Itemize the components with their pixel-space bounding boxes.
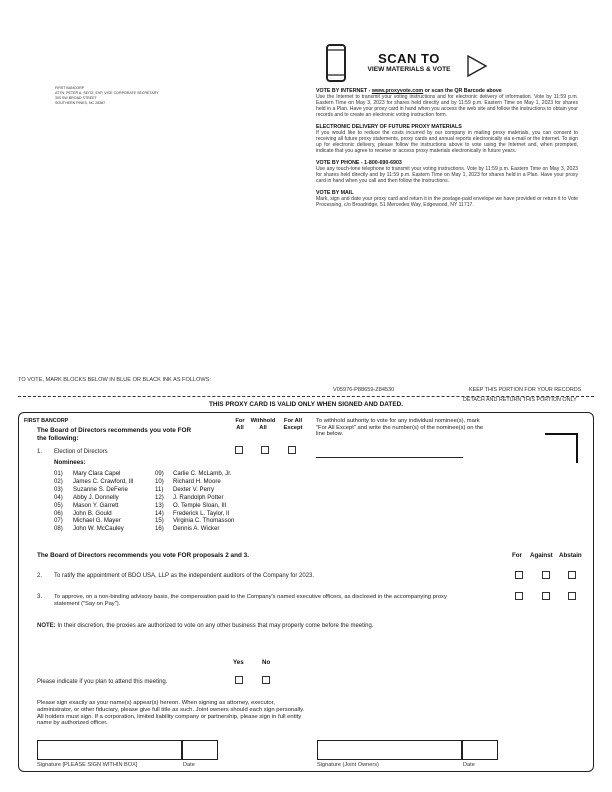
col-for-all-except: [280, 418, 306, 431]
item3-num: 3.: [37, 594, 43, 600]
col-for-all-line: For: [235, 418, 245, 424]
col-except-line: Except: [283, 424, 303, 431]
date-label: Date: [183, 762, 195, 768]
signature-box[interactable]: [37, 740, 182, 760]
item2-text: To ratify the appointment of BDO USA, LLP as the independent auditors of the Company for 2023.: [54, 573, 315, 579]
internet-title: VOTE BY INTERNET - www.proxyvote.com or scan the QR Barcode above: [316, 88, 502, 94]
attend-text: Please indicate if you plan to attend this meeting.: [37, 679, 168, 685]
phone-title: VOTE BY PHONE - 1-800-690-6903: [316, 160, 402, 166]
col-against: Against: [530, 552, 553, 559]
nominee-row: 05) Mason Y. Garrett: [54, 501, 119, 509]
withhold-instruction: To withhold authority to vote for any individual nominee(s), mark "For All Except" and write the number(s) of the nominee(s) on the line below.: [316, 418, 484, 438]
nominee-row: 03) Suzanne S. DeFerie: [54, 485, 128, 493]
sender-line: 300 SW BROAD STREET: [55, 96, 97, 100]
nominee-row: 14) Frederick L. Taylor, II: [155, 509, 230, 517]
board-rec1-line: the following:: [37, 434, 79, 442]
nominee-row: 15) Virginia C. Thomasson: [155, 517, 235, 525]
for-all-except-checkbox[interactable]: [288, 446, 296, 454]
proxyvote-link[interactable]: www.proxyvote.com: [371, 88, 424, 94]
nominee-row: 09) Carlie C. McLamb, Jr.: [155, 470, 232, 477]
item3-against-checkbox[interactable]: [542, 592, 550, 600]
col-for-all-line: All: [236, 424, 244, 431]
col-for: For: [512, 552, 522, 559]
col-withhold-line: Withhold: [250, 418, 276, 424]
mark-instructions: TO VOTE, MARK BLOCKS BELOW IN BLUE OR BLACK INK AS FOLLOWS:: [18, 377, 211, 383]
sign-instructions: Please sign exactly as your name(s) appear(s) hereon. When signing as attorney, executor, administrator, or other fiduciary, please give full title as such. Joint owners should each sign personally. All holders must sign. If a corporation, limited liability company or partnership, please sign in full entity name by authorized officer.: [37, 700, 305, 727]
board-recommendation-1: [37, 427, 237, 442]
nominee-row: 02) James C. Crawford, III: [54, 477, 134, 485]
board-recommendation-2: The Board of Directors recommends you vote FOR proposals 2 and 3.: [37, 552, 250, 559]
sender-line: SOUTHERN PINES, NC 28387: [55, 101, 106, 105]
sender-line: FIRST BANCORP: [55, 86, 85, 90]
item1-label: Election of Directors: [54, 449, 108, 455]
date-box[interactable]: [182, 740, 218, 760]
nominee-row: 13) O. Temple Sloan, III: [155, 501, 227, 509]
mail-body: Mark, sign and date your proxy card and return it in the postage-paid envelope we have provided or return it to Vote Processing, c/o Broadridge, 51 Mercedes Way, Edgewood, NY 11717.: [316, 196, 578, 208]
nominee-list-left: [54, 470, 134, 533]
valid-notice: THIS PROXY CARD IS VALID ONLY WHEN SIGNED AND DATED.: [209, 401, 403, 408]
nominee-row: 10) Richard H. Moore: [155, 477, 221, 485]
item2-for-checkbox[interactable]: [515, 571, 523, 579]
electronic-body: If you would like to reduce the costs incurred by our company in mailing proxy materials, you can consent to receiving all future proxy statements, proxy cards and annual reports electronically via e-mail or the Internet. To sign up for electronic delivery, please follow the instructions above to vote using the Internet and, when prompted, indicate that you agree to receive or access proxy materials electronically in future years.: [316, 130, 578, 154]
nominees-label: Nominees:: [54, 459, 86, 466]
col-for-all: [233, 418, 247, 431]
item3-line: To approve, on a non-binding advisory basis, the compensation paid to the Company's named executive officers, as disclosed in the accompanying proxy: [54, 594, 447, 600]
scan-subtitle: VIEW MATERIALS & VOTE: [367, 66, 451, 73]
electronic-title: ELECTRONIC DELIVERY OF FUTURE PROXY MATERIALS: [316, 124, 462, 130]
item1-num: 1.: [37, 449, 43, 455]
keep-portion-label: KEEP THIS PORTION FOR YOUR RECORDS: [469, 387, 582, 393]
no-label: No: [262, 659, 271, 666]
item3-for-checkbox[interactable]: [515, 592, 523, 600]
item3-abstain-checkbox[interactable]: [568, 592, 576, 600]
joint-date-label: Date: [463, 762, 475, 768]
item2-against-checkbox[interactable]: [542, 571, 550, 579]
col-withhold-line: All: [259, 424, 267, 431]
item3-text: [54, 594, 509, 608]
board-rec1-line: The Board of Directors recommends you vote FOR: [37, 427, 192, 434]
internet-body: Use the Internet to transmit your voting instructions and for electronic delivery of information. Vote by 11:59 p.m. Eastern Time on May 3, 2023 for shares held directly and by 11:59 p.m. Eastern Time on May 1, 2023 for shares held in a Plan. Have your proxy card in hand when you access the web site and follow the instructions to obtain your records and to create an electronic voting instruction form.: [316, 94, 578, 118]
scan-title: SCAN TO: [378, 51, 440, 66]
for-all-checkbox[interactable]: [235, 446, 243, 454]
nominee-row: 07) Michael G. Mayer: [54, 517, 121, 525]
note-text: In their discretion, the proxies are authorized to vote on any other business that may properly come before the meeting.: [55, 623, 374, 629]
item3-line: statement ("Say on Pay").: [54, 600, 121, 607]
nominee-row: 12) J. Randolph Potter: [155, 493, 224, 501]
nominee-row: 16) Dennis A. Wicker: [155, 525, 220, 533]
detach-portion-label: DETACH AND RETURN THIS PORTION ONLY: [463, 397, 577, 403]
sender-line: ATTN: PETER A. SEITZ, EVP, VICE CORPORATE SECRETARY: [55, 91, 159, 95]
play-arrow-icon: [466, 54, 488, 78]
withhold-all-checkbox[interactable]: [261, 446, 269, 454]
col-withhold-all: [247, 418, 279, 431]
signature-label: Signature [PLEASE SIGN WITHIN BOX]: [37, 762, 138, 768]
nominee-list-right: [155, 470, 234, 533]
note: [37, 623, 374, 629]
scan-to-header: [354, 52, 464, 74]
note-label: NOTE:: [37, 623, 56, 629]
yes-label: Yes: [233, 659, 244, 666]
mail-title: VOTE BY MAIL: [316, 190, 354, 196]
attend-yes-checkbox[interactable]: [235, 676, 243, 684]
nominee-row: 01) Mary Clara Capel: [54, 470, 121, 477]
phone-icon: [326, 44, 346, 82]
attend-no-checkbox[interactable]: [262, 676, 270, 684]
except-numbers-line[interactable]: [316, 457, 463, 458]
joint-date-box[interactable]: [462, 740, 498, 760]
item2-abstain-checkbox[interactable]: [568, 571, 576, 579]
nominee-row: 04) Abby J. Donnelly: [54, 493, 119, 501]
card-company: FIRST BANCORP: [24, 418, 69, 424]
joint-signature-box[interactable]: [317, 740, 462, 760]
item2-num: 2.: [37, 573, 43, 579]
nominee-row: 11) Dexter V. Perry: [155, 485, 215, 493]
phone-body: Use any touch-tone telephone to transmit your voting instructions. Vote by 11:59 p.m. Eastern Time on May 3, 2023 for shares held directly and by 11:59 p.m. Eastern Time on May 1, 2023 for shares held in a Plan. Have your proxy card in hand when you call and then follow the instructions.: [316, 166, 578, 184]
col-except-line: For All: [283, 418, 303, 424]
joint-signature-label: Signature (Joint Owners): [317, 762, 379, 768]
voting-instructions: [316, 88, 578, 208]
control-code: V05976-P88659-Z84530: [333, 387, 395, 393]
nominee-row: 08) John W. McCauley: [54, 525, 124, 533]
nominee-row: 06) John B. Gould: [54, 509, 112, 517]
scan-corner-mark: [545, 433, 578, 463]
col-abstain: Abstain: [559, 552, 582, 559]
sender-address: [55, 86, 159, 106]
